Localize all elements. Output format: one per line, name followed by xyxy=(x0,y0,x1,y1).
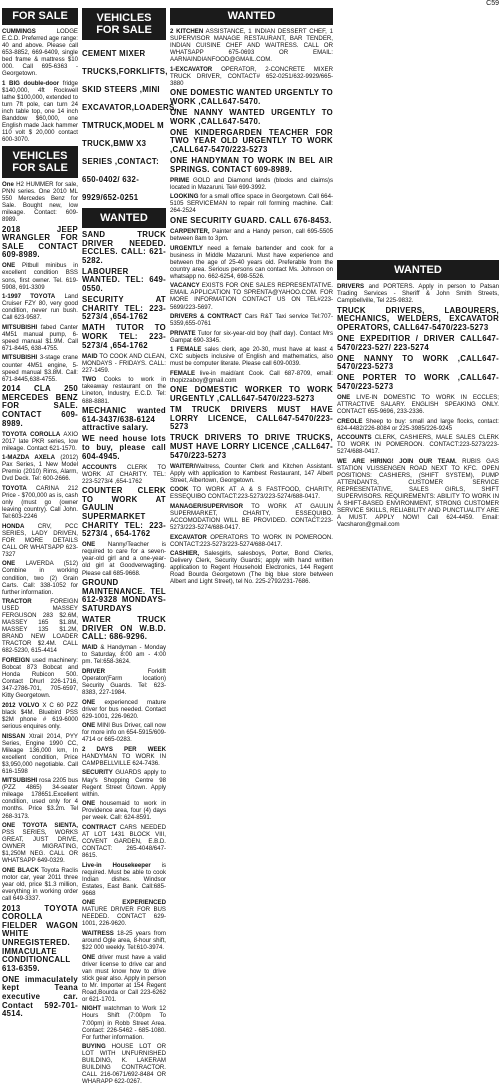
classified-ad xyxy=(2,867,78,902)
classified-ad xyxy=(2,485,78,520)
ad-body: EXISTS FOR ONE SALES REPRESENTATIVE. EMAIL APPLICATION TO SPRENTA@YAHOO.COM. FOR MORE INFORMATION CONTACT US ON TEL#223-5699/223-5697. xyxy=(170,282,333,311)
ad-lead: 2012 VOLVO xyxy=(2,701,40,709)
ad-lead: ONE xyxy=(337,393,351,401)
classified-ad xyxy=(2,80,78,143)
classified-ad xyxy=(170,313,333,327)
ad-lead: FEMALE xyxy=(170,369,196,377)
ad-lead: ONE xyxy=(82,541,96,549)
ad-body: Tutor for six-year-old boy (half day). Contact Mrs Gampat 690-3345. xyxy=(170,329,333,344)
classified-ad xyxy=(2,702,78,730)
ad-body: OPERATORS TO WORK IN POMEROON. CONTACT:223-5273/223-5274/688-0417. xyxy=(170,533,333,548)
classified-ad xyxy=(82,231,166,265)
ad-lead: WATER TRUCK DRIVER ON W.B.D. CALL: 686-9296. xyxy=(82,614,166,642)
classified-ad xyxy=(82,824,166,859)
ad-body: (2012) Pax Series, 1 New Model Premio (2010) Rims, Alarm, Dvd Deck. Tel: 600-2666. xyxy=(2,454,78,483)
ad-lead: SECURITY AT CHARITY TEL: 223-5273/4 ,654-1762 xyxy=(82,295,166,322)
ad-lead: PRIVATE xyxy=(170,329,196,337)
classified-ad xyxy=(2,523,78,558)
classified-ad xyxy=(170,370,333,384)
ad-body: live-in maid/ant Cook. Call 687-8709, email: thopizzaboy@gmail.com xyxy=(170,369,333,384)
classified-ad xyxy=(2,657,78,699)
classified-ad xyxy=(2,226,78,260)
ad-lead: ONE SECURITY GUARD. CALL 676-8453. xyxy=(170,215,332,225)
classified-ad xyxy=(82,1043,166,1085)
ad-lead: ONE NANNY TO WORK ,CALL647-5470/223-5273 xyxy=(337,353,499,372)
ad-lead: ONE xyxy=(82,953,96,961)
classified-ad xyxy=(337,307,499,333)
classified-ad xyxy=(82,464,166,485)
ad-body: Nanny/Teacher is required to care for a seven-year-old girl and a one-year-old girl at Goodverwagting. Please call 685-9668. xyxy=(82,541,166,577)
classified-ad xyxy=(82,668,166,696)
classified-ad xyxy=(170,89,333,106)
classified-ad xyxy=(82,930,166,951)
ad-body: Painter and a Handy person, call 695-5505 between 8am to 3pm. xyxy=(170,228,333,243)
ad-body: watchman to Work 12 Hours Shift (7:00pm To 7:00pm) in Robb Street Area. Contact: 226-5462 - 685-1080. For further information. xyxy=(82,1005,166,1041)
ad-lead: TRUCK DRIVERS, LABOURERS, MECHANICS, WELDERS, EXCAVATOR OPERATORS, CALL647-5470/223-5273 xyxy=(337,305,499,332)
classified-ad xyxy=(82,579,166,613)
classified-ad xyxy=(2,822,78,864)
ad-lead: MITSUBISHI xyxy=(2,323,38,331)
classified-ad xyxy=(2,598,78,654)
ad-lead: MAID xyxy=(82,352,98,360)
ad-lead: MITSUBISHI xyxy=(2,354,38,362)
ad-body: is required. Must be able to cook Indian dishes. Windsor Estates, East Bank. Call:685-9668 xyxy=(82,861,167,897)
ad-lead: 2 KITCHEN xyxy=(170,28,204,35)
classified-ad xyxy=(170,66,333,87)
ad-lead: CARPENTER, xyxy=(170,228,210,236)
ad-lead: LOOKING xyxy=(170,193,199,201)
classified-ad xyxy=(2,976,78,1019)
ad-lead: CONTRACT xyxy=(82,823,117,831)
ad-body: TO WORK AT A & S FASTFOOD, CHARITY, ESSEQUIBO CONTACT:223-5273/223-5274/688-0417. xyxy=(170,486,333,501)
ad-body: LIVE-IN DOMESTIC TO WORK IN ECCLES; ATTRACTIVE SALARY. ENGLISH SPEAKING ONLY. CONTACT 655-9696, 233-2336. xyxy=(337,393,499,416)
ad-lead: MAID xyxy=(82,644,98,652)
ad-lead: 2013 TOYOTA COROLLA FIELDER WAGON WHITE UNREGISTERED. IMMACULATE CONDITIONCALL 613-6359. xyxy=(2,903,78,973)
classified-ad xyxy=(82,746,166,767)
ad-lead: 2018 JEEP WRANGLER FOR SALE CONTACT 609-8989. xyxy=(2,224,78,260)
ad-lead: HONDA xyxy=(2,522,25,530)
classified-ad xyxy=(2,777,78,819)
ad-body: OPERATOR, 2-CONCRETE MIXER TRUCK DRIVER, CONTACT# 652-0251/632-9929/665-3880 xyxy=(170,65,333,87)
ad-body: HANDYMAN TO WORK IN CAMPBELLVILLE 624-7436. xyxy=(82,752,166,767)
classified-ad xyxy=(82,435,166,461)
ad-lead: ONE EXPEDITIOR / DRIVER CALL647-5470/223-527/ 223-5274 xyxy=(337,333,499,352)
ad-body: X C 60 PZZ black $4M. Bluebird PSS $2M phone # 619-6000 serious enquires only. xyxy=(2,701,78,730)
ad-lead: ONE KINDERGARDEN TEACHER FOR TWO YEAR OLD URGENTLY TO WORK ,CALL647-5470/223-5273 xyxy=(170,127,333,154)
ad-body: used machinery: Bobcat 873 Bobcat and Honda Rubicon 500. Contact Dhurl 226-1716, 347-2786-701, 705-6597, Kitty Georgetown. xyxy=(2,657,78,700)
ad-body: CLERK, CASHIERS, MALE SALES CLERK TO WORK IN POMEROON. CONTACT:223-5273/223-5274/688-0417. xyxy=(337,434,499,456)
ad-body: CLERK TO WORK AT CHARITY. TEL: 223-5273/4 ,654-1762 xyxy=(82,463,166,485)
ad-body: LODGE E.C.D. Preferred age range: 40 and above. Please call 653-8852, 669-6409, single bed frame & mattress $10 000. Call 695-6363 - Georgetown. xyxy=(2,28,78,78)
ad-lead: FOREIGN xyxy=(2,657,30,665)
ad-lead: MITSUBISHI xyxy=(2,777,38,785)
ad-lead: SAND TRUCK DRIVER NEEDED. ECCLES. CALL: 621-5282. xyxy=(82,230,166,265)
ad-lead: 1 BIG double-door xyxy=(2,79,60,87)
classified-ad xyxy=(82,324,166,350)
ad-lead: 2 DAYS PER WEEK xyxy=(82,745,166,753)
ad-body: rosa 2205 bus (PZZ 4865) 34-seater mileage 178651.Excellent condition, used only for 4 months. Price $3.2m. Tel 268-3173. xyxy=(2,777,78,820)
ad-lead: WE need house lots to buy, please call 604-4945. xyxy=(82,434,166,461)
ad-body: H2 HUMMER for sale, PNN series. One 2010 ML 550 Mercedes Benz for Sale. Bought new, low mileage. Contact: 609-8989. xyxy=(2,180,78,223)
ad-body: Waitress, Counter Clerk and Kitchen Assistant. Apply with application to Kambest Restaurant, 147 Albert Street, Albertown, Georgetown. xyxy=(170,462,333,484)
cement-mixer-ad xyxy=(82,43,177,205)
ad-lead: NISSAN xyxy=(2,732,26,740)
classified-ad xyxy=(170,282,333,310)
classified-ad xyxy=(82,954,166,1003)
vehicles-list xyxy=(2,181,78,1019)
ad-lead: VACANCY xyxy=(170,282,200,290)
classified-ad xyxy=(170,228,333,242)
ad-lead: ONE HANDYMAN TO WORK IN BEL AIR SPRINGS. CONTACT 609-8989. xyxy=(170,156,333,174)
ad-lead: 1-EXCAVATOR xyxy=(170,65,213,73)
ad-lead: WAITRESS xyxy=(82,929,114,937)
classified-ad xyxy=(170,177,333,191)
classified-ad xyxy=(2,181,78,223)
column-2 xyxy=(82,8,177,1088)
classified-ad xyxy=(82,376,166,404)
ad-body: need a female bartender and cook for a business in Middle Mazaruni. Must have experience and between the age of 25-40 years old. Preferable from the country area. Serious persons can contact Ms. Johnson on whatsapp no. 662-6254, 698-5526. xyxy=(170,244,333,280)
classified-ad xyxy=(2,262,78,290)
ad-body: TO WORK AT GAULIN SUPERMARKET, CHARITY, ESSEQUIBO. ACCOMODATION WILL BE PROVIDED. CONTACT:223-5273/223-5274/688-0417. xyxy=(170,502,333,532)
ad-lead: ACCOUNTS xyxy=(337,434,372,442)
ad-lead: DRIVER xyxy=(82,667,106,675)
for-sale-list xyxy=(2,28,78,143)
ad-lead: ONE xyxy=(82,800,96,808)
classified-ad xyxy=(2,733,78,775)
ad-body: CARS NEEDED AT LOT 1431 BLOCK VIII, COVENT GARDEN, E.B.D. CONTACT: 265-4048/647-8615. xyxy=(82,823,166,859)
ad-lead: TM TRUCK DRIVERS MUST HAVE LORRY LICENCE, CALL647-5470/223-5273 xyxy=(170,405,333,432)
ad-lead: TOYOTA xyxy=(2,484,27,492)
ad-lead: TRACTOR xyxy=(2,598,32,606)
classified-ad xyxy=(170,157,333,174)
classified-ad xyxy=(2,905,78,974)
ad-body: CRV, PCC SERIES, LADY DRIVEN, FOR MORE DETAILS CALL OR WHATSAPP 623-7327 xyxy=(2,522,78,558)
classified-ad xyxy=(337,434,499,455)
ad-body: MATURE DRIVER FOR BUS NEEDED. CONTACT 629-1001, 226-9620. xyxy=(82,906,166,928)
classified-ad xyxy=(170,245,333,280)
classified-ad xyxy=(337,458,499,528)
wanted-header-col4: WANTED xyxy=(337,260,499,280)
ad-body: ASSISTANCE, 1 INDIAN DESSERT CHEF, 1 SUPERVISOR MANAGE RESTAURANT, BAR TENDER, INDIAN CUISINE CHEF AND WAITRESS. CALL OR WHATSAPP 675-0693 OR EMAIL: AARNAINDIANFOOD@GMAIL.COM. xyxy=(170,28,333,64)
ad-lead: ONE TOYOTA SIENTA, xyxy=(2,822,78,830)
classified-ad xyxy=(170,503,333,531)
for-sale-header: FOR SALE xyxy=(2,8,78,25)
ad-body: Toyota Raclis motor car, year 2011 three year old, price $1.3 million, everything in working order call 649-3337. xyxy=(2,866,78,903)
ad-body: RUBIS GAS STATION VLISSENGEN ROAD NEXT TO KFC. OPEN POSITIONS: CASHIERS, (SHIFT SYSTEM), PUMP ATTENDANTS, CUSTOMER SERVICE REPRESENTATIVE, SALES GIRLS, SHIFT SUPERVISORS. REQUIREMENTS: ABILITY TO WORK IN A SHIFT-BASED ENVIRONMENT, STRONG CUSTOMER SERVICE SKILLS, RELIABILITY AND PUNCTUALITY ARE A MUST. APPLY NOW! Call 624-4459. Email: Vacsharon@gmail.com xyxy=(337,457,499,529)
classified-ad xyxy=(170,28,333,63)
ad-lead: MECHANIC wanted 614-3437/638-6124 attractive salary. xyxy=(82,406,166,433)
classified-ad xyxy=(82,296,166,322)
vehicles-for-sale-header-2: VEHICLES FOR SALE xyxy=(82,8,166,40)
ad-body: GUARDS apply to May's Shopping Centre 98 Regent Street G/town. Apply within. xyxy=(82,769,166,798)
ad-lead: ONE xyxy=(2,560,16,568)
wanted-list-col3 xyxy=(170,28,333,585)
column-3 xyxy=(170,8,333,588)
ad-body: LAVERDA (512) Combine in working condition, two (2) Grain Carts. Call: 338-1052 for further information. xyxy=(2,560,78,596)
ad-lead: URGENTLY xyxy=(170,244,203,252)
ad-body: Forklift Operator(Farm location) Security Guards. Tel: 623-8383, 227-1984. xyxy=(82,667,166,696)
ad-body: experienced mature driver for bus needed. Contact 629-1001, 226-9620. xyxy=(82,698,166,720)
ad-lead: TRUCK DRIVERS TO DRIVE TRUCKS, MUST HAVE LORRY LICENCE ,CALL647-5470/223-5273 xyxy=(170,433,333,460)
classified-ad xyxy=(170,550,333,585)
ad-lead: WE ARE HIRING! JOIN OUR TEAM. xyxy=(337,457,457,465)
classified-ad xyxy=(2,293,78,321)
ad-lead: PRIME xyxy=(170,176,190,184)
ad-body: Xtrail 2014, PYY Series, Engine 1990 CC, Mileage 136,000 km, In excellent condition, Price $3,950,000 negotiable. Call 616-1598 xyxy=(2,732,78,775)
classified-ad xyxy=(170,217,333,226)
ad-lead: TWO xyxy=(82,376,97,384)
vehicles-for-sale-header: VEHICLES FOR SALE xyxy=(2,146,78,178)
classified-ad xyxy=(82,268,166,294)
ad-lead: WAITER/ xyxy=(170,462,196,470)
classified-ad xyxy=(82,722,166,743)
classified-ad xyxy=(170,463,333,484)
classified-ad xyxy=(170,406,333,432)
classified-ad xyxy=(82,407,166,433)
ad-body: for a small office space in Georgetown. Call 664-5105 SERVICEMAN to repair roll forming machine. Call: 264-2524 xyxy=(170,193,333,215)
ad-body: 18-25 years from around Ogle area, 8-hour shift, $22 000 weekly. Tel:610-3974. xyxy=(82,929,166,952)
ad-lead: ONE EXPERIENCED xyxy=(82,899,166,907)
ad-lead: COUNTER CLERK TO WORK AT GAULIN SUPERMARKET CHARITY TEL: 223-5273/4 , 654-1762 xyxy=(82,486,166,539)
ad-body: Cooks to work in takeaway restaurant on the Lineton, Industry, E.C.D. Tel: 688-8881. xyxy=(82,376,166,405)
classified-ad xyxy=(170,386,333,403)
classified-ad xyxy=(82,616,166,642)
ad-body: fridge $140,000, 4ft Rockwell lathe $100,000, extended to turn 7ft pole, can turn 24 inch table top, one 14 inch Banddow $60,000, one English made Jack hammer 110 volt $ 20,000 contact 600-3070. xyxy=(2,79,78,144)
ad-body: sales clerk, age 20-30, must have at least 4 CXC subjects inclusive of English and mathematics, also must be computer literate. Please call 609-0039. xyxy=(170,346,333,368)
ad-body: PSS SERIES, WORKS GREAT, JUST DRIVE, OWNER MIGRATING, $1,250M NEG. CALL OR WHATSAPP 649-0329. xyxy=(2,829,78,865)
classified-ad xyxy=(170,109,333,126)
ad-lead: ONE xyxy=(2,262,16,270)
classified-ad xyxy=(337,418,499,432)
wanted-header-col3: WANTED xyxy=(170,8,333,25)
classified-ad xyxy=(2,28,78,77)
ad-lead: ONE DOMESTIC WANTED URGENTLY TO WORK ,CALL647-5470. xyxy=(170,88,333,106)
ad-body: 3-stage crane counter 4M51 engine, 5-speed manual $3.8M. Call: 671-8445,638-4755. xyxy=(2,354,78,383)
classified-ad xyxy=(82,899,166,927)
classified-ad xyxy=(170,346,333,367)
column-4 xyxy=(337,8,499,531)
ad-lead: LABOURER WANTED. TEL: 649-0550. xyxy=(82,266,166,294)
classified-ad xyxy=(337,374,499,391)
ad-body: Cars R&T Taxi service Tel:707-5359,655-0761 xyxy=(170,313,333,328)
classified-ad xyxy=(170,534,333,548)
ad-lead: NIGHT xyxy=(82,1005,101,1013)
ad-body: & Handyman - Monday to Saturday, 8:00 am - 4:00 pm. Tel:658-3624. xyxy=(82,644,166,666)
ad-body: GOLD and Diamond lands (blocks and claims)s located in Mazaruni. Tel# 699-3992. xyxy=(170,176,333,191)
page-number: C59 xyxy=(486,0,499,7)
ad-body: HOUSE LOT OR LOT WITH UNFURNISHED BUILDING, K. LAKERAM BUILDING CONTRACTOR. CALL 216-0671/692-8484 OR WHARAPP 622-0267. xyxy=(82,1043,166,1086)
classified-ad xyxy=(82,644,166,665)
ad-body: fabed Canter 4M51 manual pump, 6-speed manual $1.9M. Call 671-8445, 638-4755. xyxy=(2,323,78,352)
classified-ad xyxy=(82,800,166,821)
ad-lead: 2014 CLA 250 MERCEDES BENZ FOR SALE. CONTACT 609-8989. xyxy=(2,384,78,428)
ad-lead: DRIVERS xyxy=(337,283,365,290)
classified-ad xyxy=(82,769,166,797)
ad-lead: ONE immaculately kept Teana executive car. Contact 592-701-4514. xyxy=(2,974,78,1019)
ad-body: CARINA 212 Price - $700,000 as is, cash only (must go (owner leaving country). Call John. Tel:603-2246 xyxy=(2,484,78,521)
classified-ad xyxy=(337,355,499,372)
ad-lead: EXCAVATOR xyxy=(170,533,207,541)
ad-body: Salesgirls, salesboys, Porter, Bond Clerks, Delivery Clerk, Security Guards; apply with hand written application to Regent Household Electronics, 144 Regent Road Bourda Georgetown (The big blue store between Albert and Light Street), tel No. 225-2792/231-7686. xyxy=(170,550,333,586)
ad-lead: SECURITY xyxy=(82,769,113,777)
classified-ad xyxy=(170,486,333,500)
classified-ad xyxy=(337,283,499,304)
ad-lead: COOK xyxy=(170,486,189,494)
ad-lead: 1 FEMALE xyxy=(170,346,202,354)
ad-lead: MATH TUTOR TO WORK TEL: 223-5273/4 ,654-1762 xyxy=(82,323,166,350)
classified-ad xyxy=(2,324,78,352)
cement-mixer-ad-text: CEMENT MIXER TRUCKS,FORKLIFTS, SKID STEERS ,MINI EXCAVATOR,LOADERS, TMTRUCK,MODEL M TRUCK,BMW X3 SERIES ,CONTACT: 650-0402/ 632-9929/652-0251 xyxy=(82,49,177,202)
column-1 xyxy=(2,8,78,1021)
ad-body: MINI Bus Driver, call now for more info on 654-5915/609-4714 or 665-0283. xyxy=(82,722,167,744)
ad-body: driver must have a valid driver license to drive car and van must know how to drive stick gear also. Apply in person to Mr. Importer at 154 Regent Road,Bourda or Call 223-6262 or 621-1701. xyxy=(82,953,167,1003)
classified-ad xyxy=(2,431,78,452)
ad-lead: DRIVERS & CONTRACT xyxy=(170,313,242,321)
ad-lead: ACCOUNTS xyxy=(82,463,117,471)
ad-lead: ONE xyxy=(82,722,96,730)
ad-lead: CREOLE xyxy=(337,417,363,425)
classified-ad xyxy=(82,541,166,576)
ad-lead: ONE PORTER TO WORK ,CALL647-5470/223-5273 xyxy=(337,373,499,391)
wanted-list-col4 xyxy=(337,283,499,528)
classified-ad xyxy=(82,353,166,374)
ad-lead: ONE xyxy=(82,698,96,706)
ad-lead: BUYING xyxy=(82,1043,106,1051)
ad-lead: TOYOTA COROLLA xyxy=(2,430,61,438)
ad-lead: Live-in Housekeeper xyxy=(82,861,151,869)
ad-body: AXIO 2017 late PKR series, low mileage. Contact 621-1570. xyxy=(2,430,78,452)
wanted-header-col2: WANTED xyxy=(82,208,166,228)
classified-ad xyxy=(2,454,78,482)
ad-lead: 1-MAZDA AXELA xyxy=(2,454,55,462)
classified-ad xyxy=(82,699,166,720)
ad-body: FOREIGN USED MASSEY FERGUSON 283 $2.6M, MASSEY 165 $1.8M, MASSEY 135 $1.2M, BRAND NEW LOADER TRACTOR $2.4M. CALL 682-5230, 615-4414 xyxy=(2,598,78,655)
classified-ad xyxy=(2,560,78,595)
ad-body: Land Cruiser FZY 80, very good condition, never run bush. Call 623-9587. xyxy=(2,293,78,322)
classified-ad xyxy=(170,330,333,344)
ad-lead: CASHIER, xyxy=(170,550,200,558)
ad-lead: ONE NANNY WANTED URGENTLY TO WORK ,CALL647-5470. xyxy=(170,108,333,126)
classified-ad xyxy=(2,354,78,382)
ad-lead: 1-1997 TOYOTA xyxy=(2,293,56,301)
classified-ad xyxy=(337,335,499,352)
classified-ad xyxy=(170,193,333,214)
classified-ad xyxy=(82,862,166,897)
ad-body: housemaid to work in Providence area, four (4) days per week. Call: 624-8591. xyxy=(82,800,166,822)
classified-ad xyxy=(170,129,333,155)
ad-lead: One xyxy=(2,180,14,188)
classified-ad xyxy=(82,487,166,539)
ad-lead: ONE BLACK xyxy=(2,866,39,874)
classified-ad xyxy=(82,1005,166,1040)
ad-body: and PORTERS. Apply in person to Patsan Trading Services - Sheriff & John Smith Streets, Campbellville, Tel 225-9832. xyxy=(337,283,499,305)
classified-ad xyxy=(170,434,333,460)
wanted-list-col2 xyxy=(82,231,166,1085)
ad-body: Pitbull minibus in excellent condition BSS sons, first owner. Tel. 619-5908, 691-3309 xyxy=(2,262,78,291)
ad-lead: GROUND MAINTENANCE. TEL 612-9328 MONDAYS-SATURDAYS xyxy=(82,578,166,613)
ad-body: Sheep to buy: small and large flocks, contact: 624-4482/226-8084 or 225-3985/226-9245 xyxy=(337,417,499,432)
ad-lead: MANAGER/SUPERVISOR xyxy=(170,502,244,510)
ad-body: TO COOK AND CLEAN, MONDAYS - FRIDAYS. CALL: 227-1459. xyxy=(82,352,166,374)
classified-ad xyxy=(2,385,78,428)
classified-ad xyxy=(337,394,499,415)
ad-lead: ONE DOMESTIC WORKER TO WORK URGENTLY ,CALL647-5470/223-5273 xyxy=(170,385,333,404)
ad-lead: CUMMINGS xyxy=(2,28,36,35)
